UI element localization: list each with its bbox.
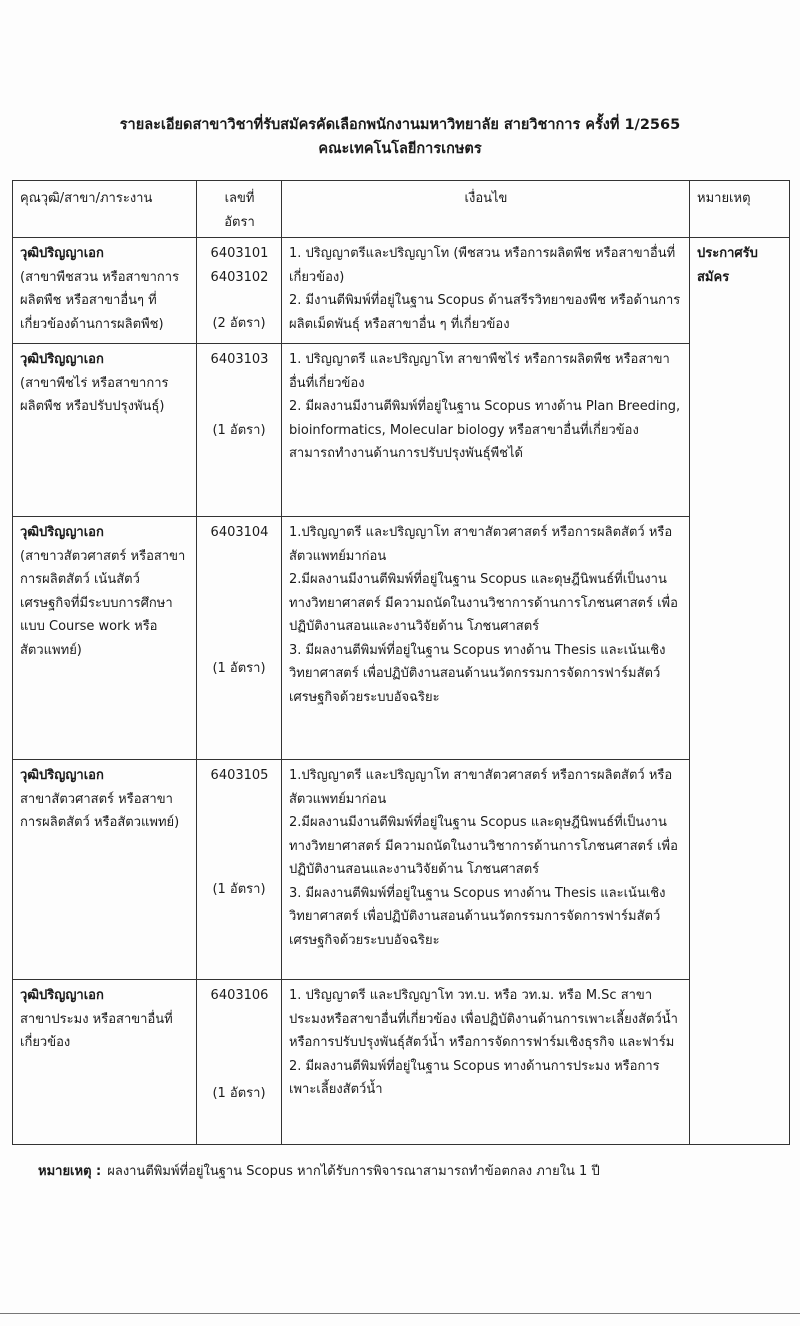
conditions-cell (282, 344, 690, 517)
field-label: สาขาสัตวศาสตร์ หรือสาขาการผลิตสัตว์ หรือสัตวแพทย์) (20, 791, 180, 830)
table-row (13, 238, 790, 344)
condition-item: 2. มีผลงานมีงานตีพิมพ์ที่อยู่ในฐาน Scopus ทางด้าน Plan Breeding, bioinformatics, Molecular biology หรือสาขาอื่นที่เกี่ยวข้อง สามารถทำงานด้านการปรับปรุงพันธุ์พืชได้ (289, 399, 681, 461)
position-number-cell (197, 344, 282, 517)
condition-item: 2. มีผลงานตีพิมพ์ที่อยู่ในฐาน Scopus ทางด้านการประมง หรือการเพาะเลี้ยงสัตว์น้ำ (289, 1058, 660, 1097)
degree-label: วุฒิปริญญาเอก (20, 246, 104, 261)
condition-item: 1. ปริญญาตรี และปริญญาโท สาขาพืชไร่ หรือการผลิตพืช หรือสาขาอื่นที่เกี่ยวข้อง (289, 352, 670, 391)
table-header-row (13, 181, 790, 238)
condition-item: 2.มีผลงานมีงานตีพิมพ์ที่อยู่ในฐาน Scopus และดุษฎีนิพนธ์ที่เป็นงานทางวิทยาศาสตร์ มีความถนัดในงานวิชาการด้านการโภชนศาสตร์ เพื่อปฏิบัติงานสอนและงานวิจัยด้าน โภชนศาสตร์ (289, 815, 678, 877)
column-header-qualification: คุณวุฒิ/สาขา/ภาระงาน (13, 181, 197, 238)
condition-item: 3. มีผลงานตีพิมพ์ที่อยู่ในฐาน Scopus ทางด้าน Thesis และเน้นเชิงวิทยาศาสตร์ เพื่อปฏิบัติงานสอนด้านนวัตกรรมการจัดการฟาร์มสัตว์เศรษฐกิจด้วยระบบอัจฉริยะ (289, 642, 666, 705)
column-header-remarks: หมายเหตุ (690, 181, 790, 238)
conditions-cell (282, 517, 690, 760)
conditions-cell (282, 760, 690, 980)
degree-label: วุฒิปริญญาเอก (20, 525, 104, 540)
condition-item: 1. ปริญญาตรีและปริญญาโท (พืชสวน หรือการผลิตพืช หรือสาขาอื่นที่เกี่ยวข้อง) (289, 246, 676, 285)
page-bottom-divider (0, 1313, 800, 1314)
column-header-conditions: เงื่อนไข (282, 181, 690, 238)
table-row (13, 980, 790, 1145)
qualification-cell (13, 344, 197, 517)
qualification-cell (13, 238, 197, 344)
footnote-label: หมายเหตุ : (38, 1164, 102, 1179)
footnote (38, 1160, 600, 1181)
field-label: (สาขาวสัตวศาสตร์ หรือสาขาการผลิตสัตว์ เน้นสัตว์เศรษฐกิจที่มีระบบการศึกษาแบบ Course work หรือสัตวแพทย์) (20, 548, 186, 658)
qualification-cell (13, 980, 197, 1145)
position-number-cell (197, 760, 282, 980)
qualification-cell (13, 760, 197, 980)
position-count: (1 อัตรา) (212, 1086, 266, 1101)
condition-item: 2. มีงานตีพิมพ์ที่อยู่ในฐาน Scopus ด้านสรีรวิทยาของพืช หรือด้านการผลิตเม็ดพันธุ์ หรือสาขาอื่น ๆ ที่เกี่ยวข้อง (289, 293, 681, 332)
position-count: (1 อัตรา) (212, 423, 266, 438)
column-header-position-number: เลขที่ อัตรา (197, 181, 282, 238)
position-count: (1 อัตรา) (212, 882, 266, 897)
condition-item: 1.ปริญญาตรี และปริญญาโท สาขาสัตวศาสตร์ หรือการผลิตสัตว์ หรือสัตวแพทย์มาก่อน (289, 768, 673, 807)
position-number-cell (197, 238, 282, 344)
condition-item: 3. มีผลงานตีพิมพ์ที่อยู่ในฐาน Scopus ทางด้าน Thesis และเน้นเชิงวิทยาศาสตร์ เพื่อปฏิบัติงานสอนด้านนวัตกรรมการจัดการฟาร์มสัตว์เศรษฐกิจด้วยระบบอัจฉริยะ (289, 885, 666, 948)
table-row (13, 760, 790, 980)
footnote-text: ผลงานตีพิมพ์ที่อยู่ในฐาน Scopus หากได้รับการพิจารณาสามารถทำข้อตกลง ภายใน 1 ปี (107, 1164, 600, 1179)
degree-label: วุฒิปริญญาเอก (20, 988, 104, 1003)
field-label: (สาขาพืชสวน หรือสาขาการผลิตพืช หรือสาขาอื่นๆ ที่เกี่ยวข้องด้านการผลิตพืช) (20, 269, 180, 332)
position-number-cell (197, 980, 282, 1145)
degree-label: วุฒิปริญญาเอก (20, 352, 104, 367)
field-label: (สาขาพืชไร่ หรือสาขาการผลิตพืช หรือปรับปรุงพันธุ์) (20, 375, 169, 414)
position-count: (2 อัตรา) (212, 316, 266, 331)
positions-table (12, 180, 790, 1145)
condition-item: 1.ปริญญาตรี และปริญญาโท สาขาสัตวศาสตร์ หรือการผลิตสัตว์ หรือสัตวแพทย์มาก่อน (289, 525, 673, 564)
table-row (13, 517, 790, 760)
table-row (13, 344, 790, 517)
position-id: 6403105 (210, 768, 269, 783)
qualification-cell (13, 517, 197, 760)
position-id: 6403102 (210, 269, 269, 285)
conditions-cell (282, 980, 690, 1145)
position-id: 6403101 (210, 246, 269, 261)
remarks-cell: ประกาศรับสมัคร (690, 238, 790, 1145)
faculty-name: คณะเทคโนโลยีการเกษตร (318, 141, 482, 157)
document-title: รายละเอียดสาขาวิชาที่รับสมัครคัดเลือกพนักงานมหาวิทยาลัย สายวิชาการ ครั้งที่ 1/2565 (119, 117, 681, 133)
document-header (0, 113, 800, 161)
condition-item: 2.มีผลงานมีงานตีพิมพ์ที่อยู่ในฐาน Scopus และดุษฎีนิพนธ์ที่เป็นงานทางวิทยาศาสตร์ มีความถนัดในงานวิชาการด้านการโภชนศาสตร์ เพื่อปฏิบัติงานสอนและงานวิจัยด้าน โภชนศาสตร์ (289, 572, 678, 634)
condition-item: 1. ปริญญาตรี และปริญญาโท วท.บ. หรือ วท.ม. หรือ M.Sc สาขาประมงหรือสาขาอื่นที่เกี่ยวข้อง เพื่อปฏิบัติงานด้านการเพาะเลี้ยงสัตว์น้ำ หรือการปรับปรุงพันธุ์สัตว์น้ำ หรือการจัดการฟาร์มเชิงธุรกิจ และฟาร์ม (289, 988, 678, 1050)
position-id: 6403104 (210, 525, 269, 540)
position-id: 6403106 (210, 988, 269, 1003)
conditions-cell (282, 238, 690, 344)
position-number-cell (197, 517, 282, 760)
field-label: สาขาประมง หรือสาขาอื่นที่เกี่ยวข้อง (20, 1011, 173, 1050)
degree-label: วุฒิปริญญาเอก (20, 768, 104, 783)
position-id: 6403103 (210, 352, 269, 367)
position-count: (1 อัตรา) (212, 661, 266, 676)
